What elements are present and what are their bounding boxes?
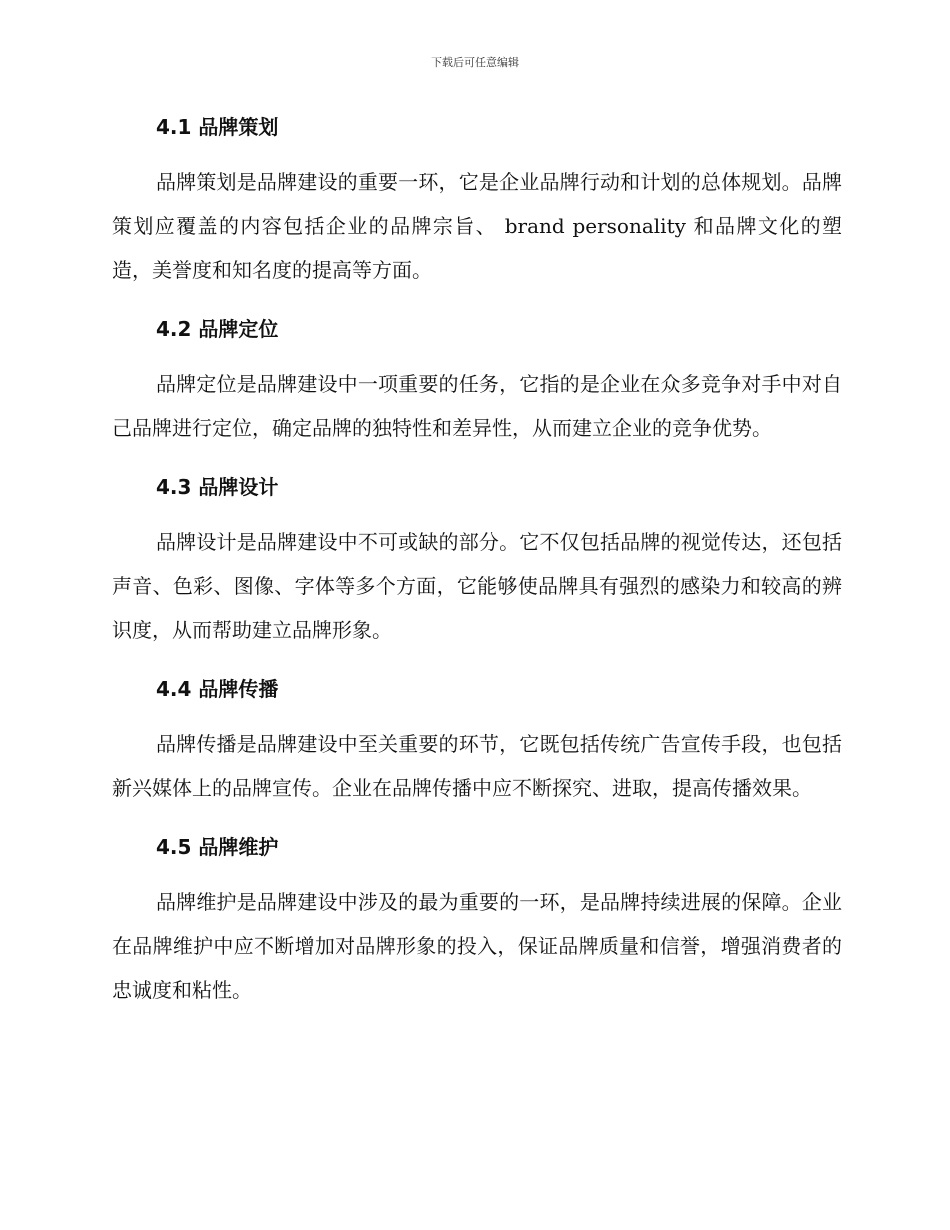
page-header: 下载后可任意编辑 — [431, 56, 519, 69]
section-heading: 4.2 品牌定位 — [156, 317, 279, 341]
section-brand-communication — [112, 670, 842, 810]
section-paragraph: 品牌传播是品牌建设中至关重要的环节，它既包括传统广告宣传手段，也包括新兴媒体上的品牌宣传。企业在品牌传播中应不断探究、进取，提高传播效果。 — [112, 732, 842, 800]
section-brand-design — [112, 468, 842, 652]
section-paragraph: 品牌策划是品牌建设的重要一环，它是企业品牌行动和计划的总体规划。品牌策划应覆盖的内容包括企业的品牌宗旨、 brand personality 和品牌文化的塑造，美誉度和知名度的提高等方面。 — [112, 170, 842, 282]
section-paragraph: 品牌定位是品牌建设中一项重要的任务，它指的是企业在众多竞争对手中对自己品牌进行定位，确定品牌的独特性和差异性，从而建立企业的竞争优势。 — [112, 372, 842, 440]
section-brand-positioning — [112, 310, 842, 450]
section-heading: 4.5 品牌维护 — [156, 835, 279, 859]
section-heading: 4.1 品牌策划 — [156, 115, 279, 139]
section-paragraph: 品牌设计是品牌建设中不可或缺的部分。它不仅包括品牌的视觉传达，还包括声音、色彩、图像、字体等多个方面，它能够使品牌具有强烈的感染力和较高的辨识度，从而帮助建立品牌形象。 — [112, 530, 842, 642]
section-brand-planning — [112, 108, 842, 292]
section-heading: 4.3 品牌设计 — [156, 475, 279, 499]
section-heading: 4.4 品牌传播 — [156, 677, 279, 701]
section-brand-maintenance — [112, 828, 842, 1012]
document-body — [112, 108, 842, 1030]
section-paragraph: 品牌维护是品牌建设中涉及的最为重要的一环，是品牌持续进展的保障。企业在品牌维护中应不断增加对品牌形象的投入，保证品牌质量和信誉，增强消费者的忠诚度和粘性。 — [112, 890, 842, 1002]
